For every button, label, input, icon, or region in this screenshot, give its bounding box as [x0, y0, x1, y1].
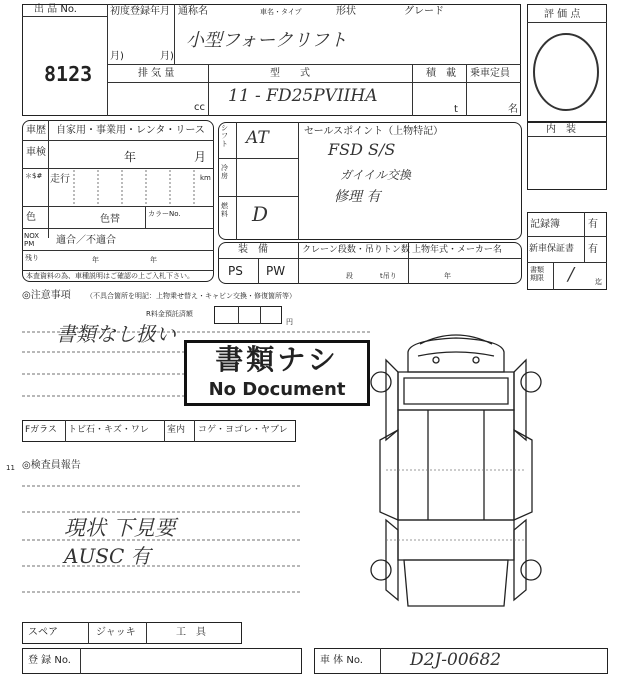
upper-year-label: 年 — [444, 272, 451, 280]
crane-label: クレーン段数・吊りトン数 — [302, 245, 410, 255]
lot-number: 8123 — [44, 62, 93, 86]
first-reg-month-label: 月) — [110, 51, 124, 62]
nox-label: NOX PM — [24, 232, 40, 248]
sales-line-3: 修理 有 — [334, 189, 381, 205]
notes-title: ◎注意事項 — [22, 290, 71, 301]
stamp-jp: 書類ナシ — [215, 343, 339, 376]
warranty-value: 有 — [588, 244, 598, 255]
equipment-label: 装 備 — [238, 244, 268, 255]
chassis-label: 車 体 No. — [320, 655, 363, 666]
chassis-value: D2J-00682 — [410, 650, 502, 670]
nox-value: 適合／不適合 — [56, 235, 116, 246]
model-label: 型 式 — [270, 68, 310, 79]
capacity-label: 乗車定員 — [470, 68, 510, 79]
tax-label: 残り — [25, 254, 39, 262]
spare-label: スペア — [28, 627, 58, 638]
color-no-label: カラーNo. — [148, 210, 181, 218]
interior-cond-label: 室内 — [167, 425, 186, 435]
inspector-line-2: AUSC 有 — [64, 544, 151, 568]
fuel-value: D — [252, 202, 269, 226]
displacement-label: 排 気 量 — [138, 68, 175, 79]
dan-label: 段 — [346, 272, 353, 280]
interior-cond-value: コゲ・ヨゴレ・ヤブレ — [198, 425, 288, 435]
period-label: 書類期限 — [530, 266, 544, 282]
inspection-label: 車検 — [26, 147, 46, 158]
until-label: 迄 — [595, 278, 602, 286]
km-label: km — [200, 174, 211, 182]
chips-label: トビ石・キズ・ワレ — [68, 425, 149, 435]
inspector-prefix: 11 — [6, 464, 15, 472]
stamp-en: No Document — [208, 379, 346, 400]
first-reg-month: 月) — [160, 51, 174, 62]
fuel-label: 燃料 — [221, 202, 228, 218]
usage-label: 車歴 — [26, 125, 46, 136]
pw-label[interactable]: PW — [266, 264, 286, 278]
f-glass-label: Fガラス — [25, 425, 57, 435]
sales-label: セールスポイント（上物特記） — [304, 126, 444, 137]
mileage-label: 走行 — [50, 174, 70, 185]
inspection-month-label: 月 — [194, 150, 207, 164]
tax-year-1: 年 — [92, 256, 99, 264]
mileage-prefix: ＊$# — [25, 172, 43, 180]
warranty-label: 新車保証書 — [529, 244, 575, 254]
reg-label: 登 録 No. — [28, 655, 71, 666]
grade-label: グレード — [404, 6, 444, 17]
jack-label: ジャッキ — [96, 627, 136, 638]
shift-value: AT — [246, 128, 269, 148]
score-label: 評 価 点 — [544, 9, 581, 20]
interior-label: 内 装 — [546, 124, 576, 135]
inspector-line-1: 現状 下見要 — [64, 516, 176, 540]
period-slash: / — [568, 264, 575, 285]
ac-label: 冷房 — [221, 164, 228, 180]
inspector-title: ◎検査員報告 — [22, 460, 81, 471]
name-label: 通称名 — [178, 6, 208, 17]
cc-label: cc — [194, 102, 205, 113]
first-reg-label: 初度登録年月 — [110, 6, 170, 17]
color-label: 色 — [26, 212, 36, 223]
record-label: 記録簿 — [530, 219, 560, 230]
model-value: 11 - FD25PVIIHA — [228, 86, 378, 106]
record-value: 有 — [588, 219, 598, 230]
shape-label: 形状 — [336, 6, 356, 17]
t-label: t — [454, 104, 458, 115]
shift-label: シフト — [221, 124, 228, 148]
load-label: 積 載 — [426, 68, 456, 79]
ps-label[interactable]: PS — [228, 264, 243, 278]
yen-label: 円 — [286, 318, 293, 326]
person-label: 名 — [508, 104, 518, 115]
inspection-year-label: 年 — [124, 150, 137, 164]
sales-line-1: FSD S/S — [328, 140, 396, 159]
recycle-label: R料金預託済額 — [146, 310, 193, 318]
tax-year-2: 年 — [150, 256, 157, 264]
upper-label: 上物年式・メーカー名 — [412, 245, 502, 255]
notes-handwritten: 書類なし扱い — [56, 322, 176, 346]
vehicle-name: 小型フォークリフト — [186, 30, 348, 51]
usage-value: 自家用・事業用・レンタ・リース — [56, 125, 205, 136]
sales-line-2: ガイイル交換 — [340, 168, 412, 182]
repaint-label: 色替 — [100, 214, 120, 225]
lot-label: 出 品 No. — [34, 4, 77, 15]
name-small-label: 車名・タイプ — [260, 8, 302, 16]
ton-label: t吊り — [380, 272, 397, 280]
notes-subtitle: （不具合箇所を明記：上物乗せ替え・キャビン交換・修復箇所等） — [86, 292, 296, 300]
history-note: 本査資料の為、車種説明はご確認の上ご入札下さい。 — [26, 272, 194, 280]
tool-label: 工 具 — [176, 627, 206, 638]
